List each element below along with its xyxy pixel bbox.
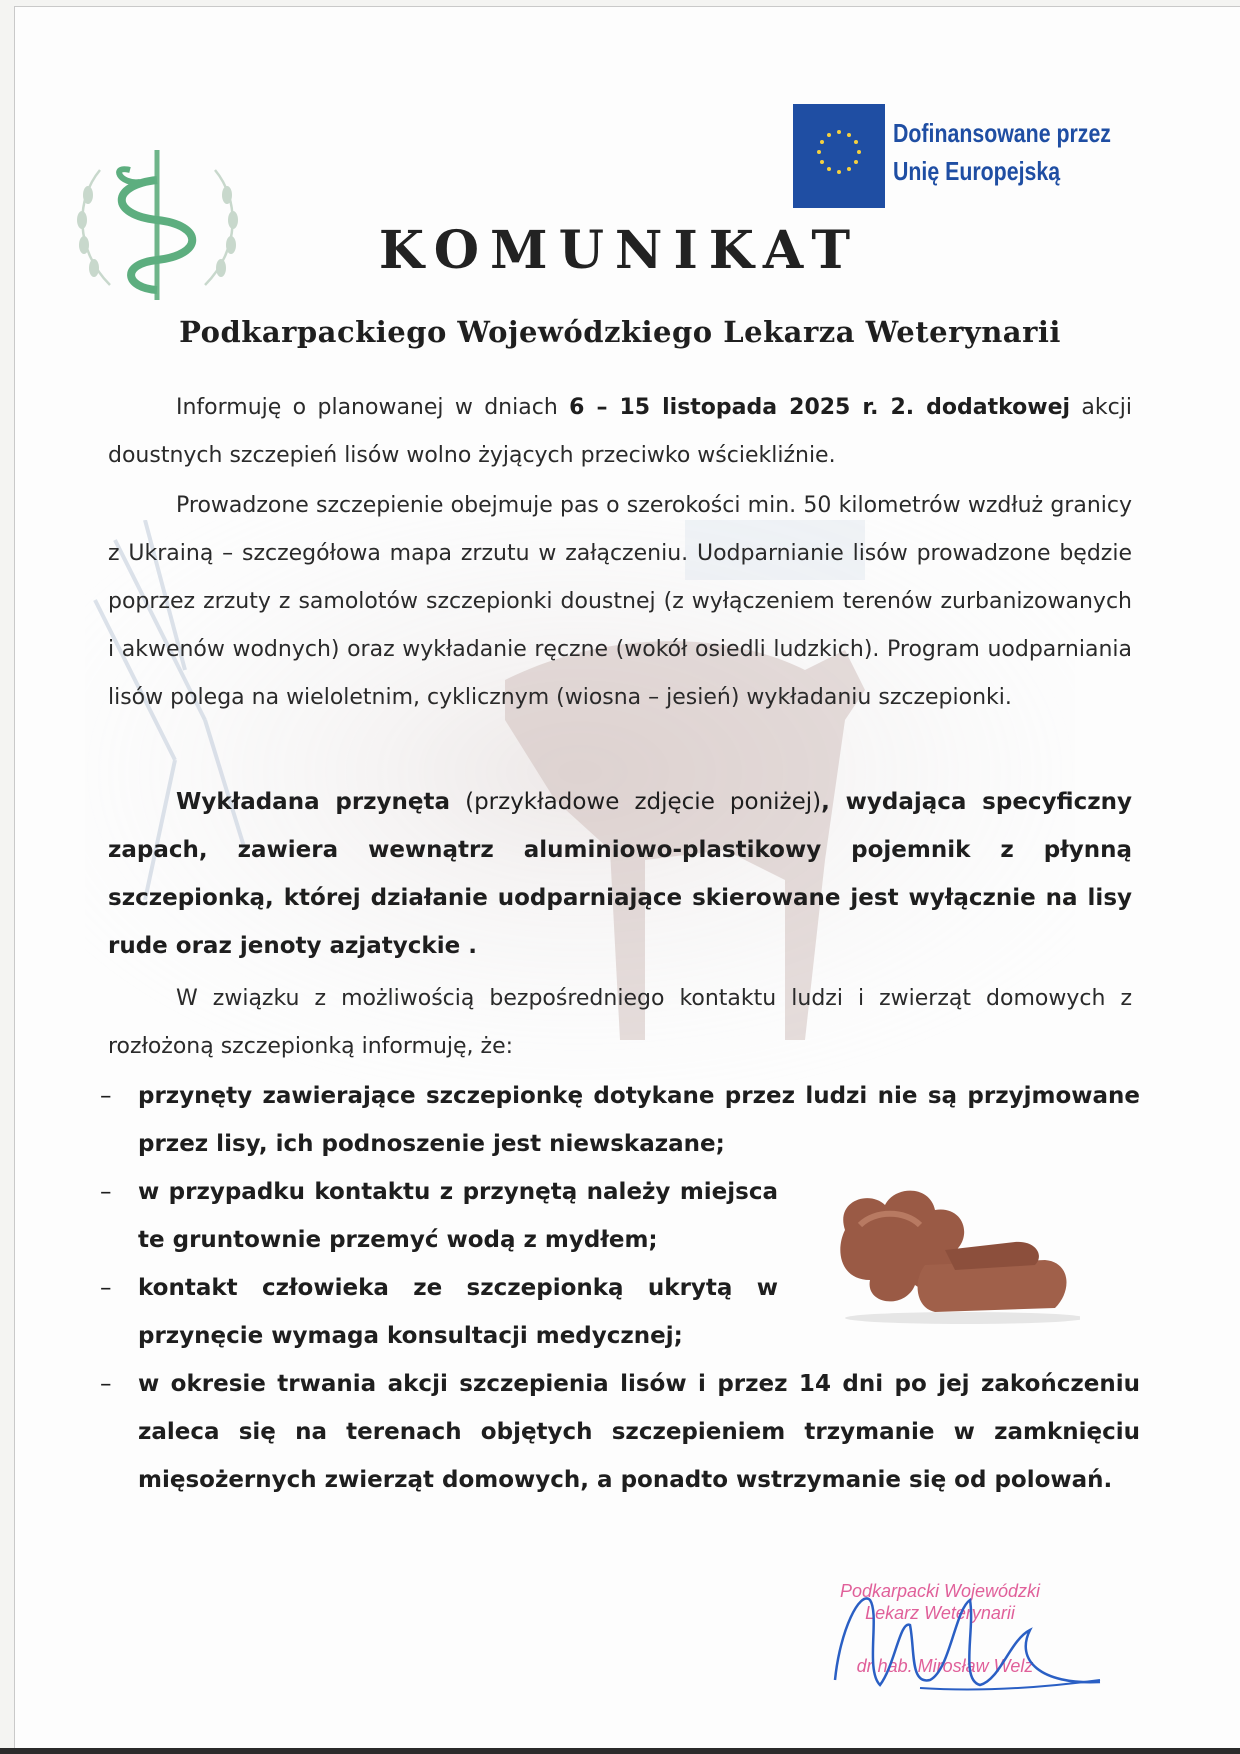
p3-normal: (przykładowe zdjęcie poniżej) [450,789,822,815]
official-signature [800,1570,1110,1720]
bait-photo [815,1170,1080,1325]
eu-badge-text [893,114,1111,190]
p3-bold-end: , wydająca specyficzny zapach, zawiera wewnątrz aluminiowo-plastikowy pojemnik z płynną szczepionką, której działanie uodparniające skierowane jest wyłącznie na lisy rude oraz jenoty azjatyckie . [108,789,1132,959]
eu-badge-line1: Dofinansowane przez [893,118,1111,148]
stamp-line2: Lekarz Weterynarii [865,1603,1015,1623]
p1-pre: Informuję o planowanej w dniach [176,395,570,420]
document-subtitle: Podkarpackiego Wojewódzkiego Lekarza Weterynarii [179,315,1061,349]
handwritten-signature [800,1570,1110,1720]
p4-text: W związku z możliwością bezpośredniego kontaktu ludzi i zwierząt domowych z rozłożoną szczepionką informuję, że: [108,986,1132,1059]
eu-badge-line2: Unię Europejską [893,156,1061,186]
paragraph-announcement [108,384,1132,480]
list-item: – przynęty zawierające szczepionkę dotykane przez ludzi nie są przyjmowane przez lisy, ich podnoszenie jest niewskazane; [100,1083,1140,1157]
list-item: – w przypadku kontaktu z przynętą należy miejsca te gruntownie przemyć wodą z mydłem; [100,1179,778,1253]
p3-bold-start: Wykładana przynęta [176,789,451,815]
document-title: KOMUNIKAT [378,220,862,281]
p2-text: Prowadzone szczepienie obejmuje pas o szerokości min. 50 kilometrów wzdłuż granicy z Ukrainą – szczegółowa mapa zrzutu w załączeniu. Uodparnianie lisów prowadzone będzie poprzez zrzuty z samolotów szczepionki doustnej (z wyłączeniem terenów zurbanizowanych i akwenów wodnych) oraz wykładanie ręczne (wokół osiedli ludzkich). Program uodparniania lisów polega na wieloletnim, cyklicznym (wiosna – jesień) wykładaniu szczepionki. [108,493,1132,710]
signatory-name: dr hab. Mirosław Welz [856,1656,1034,1676]
p1-post: akcji doustnych szczepień lisów wolno żyjących przeciwko wściekliźnie. [108,395,1132,468]
list-item: – kontakt człowieka ze szczepionką ukrytą w przynęcie wymaga konsultacji medycznej; [100,1275,778,1349]
paragraph-bait [108,778,1132,970]
stamp-line1: Podkarpacki Wojewódzki [839,1581,1041,1601]
paragraph-contact [108,975,1132,1071]
paragraph-program [108,482,1132,722]
scan-bottom-edge [0,1748,1240,1754]
p1-dates: 6 – 15 listopada 2025 r. 2. dodatkowej [569,395,1071,420]
eu-flag-icon [793,104,885,208]
eu-cofunding-badge [793,104,1111,208]
list-item: – w okresie trwania akcji szczepienia lisów i przez 14 dni po jej zakończeniu zaleca się na terenach objętych szczepieniem trzymanie w zamknięciu mięsożernych zwierząt domowych, a ponadto wstrzymanie się od polowań. [100,1371,1140,1493]
